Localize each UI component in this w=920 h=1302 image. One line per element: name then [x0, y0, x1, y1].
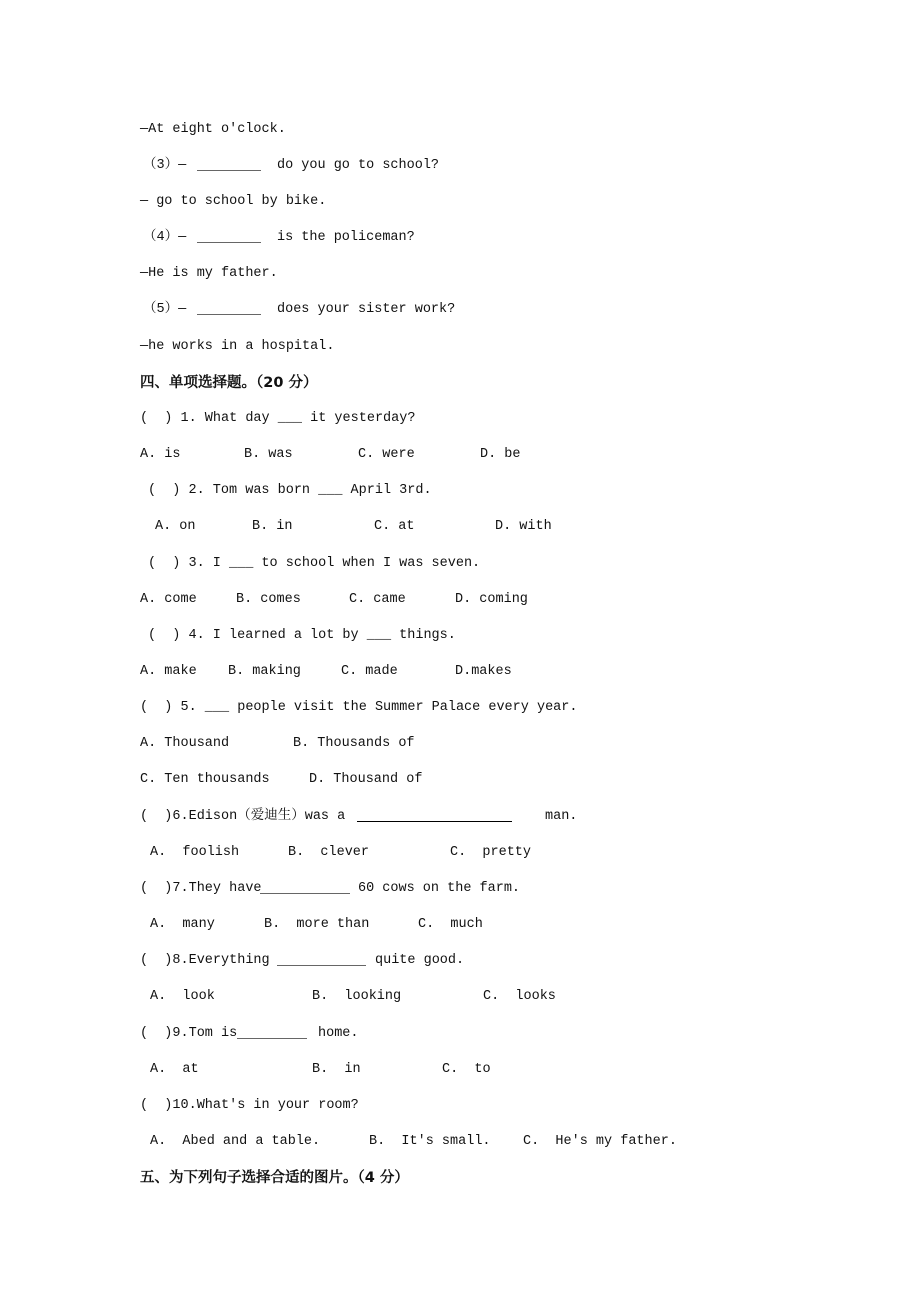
- option: D. with: [495, 519, 552, 534]
- question-text: do you go to school?: [277, 158, 440, 173]
- option: A. many: [150, 917, 215, 932]
- question-number: （4）—: [143, 230, 187, 245]
- question-stem: ( ) 3. I ___ to school when I was seven.: [148, 556, 481, 571]
- question-stem-end: 60 cows on the farm.: [358, 881, 521, 896]
- option: B. It's small.: [369, 1134, 491, 1149]
- answer-blank[interactable]: [197, 156, 261, 171]
- option: A. look: [150, 989, 215, 1004]
- option: A. Thousand: [140, 736, 230, 751]
- option: C. He's my father.: [523, 1134, 677, 1149]
- option: B. making: [228, 664, 301, 679]
- option: B. in: [312, 1062, 361, 1077]
- option: A. Abed and a table.: [150, 1134, 321, 1149]
- dialogue-line: — go to school by bike.: [140, 194, 327, 209]
- option: A. at: [150, 1062, 199, 1077]
- options-row: [0, 590, 920, 610]
- question-stem: ( )6.Edison（爱迪生）was a: [140, 809, 346, 824]
- option: C. came: [349, 592, 406, 607]
- option: C. Ten thousands: [140, 772, 270, 787]
- answer-blank[interactable]: [260, 879, 350, 894]
- question-number: （3）—: [143, 158, 187, 173]
- answer-blank[interactable]: [197, 228, 261, 243]
- dialogue-line: —he works in a hospital.: [140, 339, 335, 354]
- question-number: （5）—: [143, 302, 187, 317]
- options-row: [0, 445, 920, 465]
- option: A. make: [140, 664, 197, 679]
- option: D. Thousand of: [309, 772, 423, 787]
- answer-blank[interactable]: [277, 951, 366, 966]
- options-row: [0, 1060, 920, 1080]
- question-stem-end: quite good.: [375, 953, 465, 968]
- option: A. come: [140, 592, 197, 607]
- question-stem: ( ) 1. What day ___ it yesterday?: [140, 411, 416, 426]
- option: C. to: [442, 1062, 491, 1077]
- option: C. at: [374, 519, 415, 534]
- dialogue-line: —At eight o'clock.: [140, 122, 286, 137]
- dialogue-line: —He is my father.: [140, 266, 278, 281]
- options-row: [0, 770, 920, 790]
- options-row: [0, 662, 920, 682]
- question-text: does your sister work?: [277, 302, 456, 317]
- question-stem: ( )9.Tom is: [140, 1026, 238, 1041]
- options-row: [0, 843, 920, 863]
- options-row: [0, 734, 920, 754]
- option: B. Thousands of: [293, 736, 415, 751]
- section-heading: 五、为下列句子选择合适的图片。（4 分）: [140, 1170, 409, 1186]
- option: D. coming: [455, 592, 528, 607]
- question-stem: ( )7.They have: [140, 881, 262, 896]
- option: B. was: [244, 447, 293, 462]
- option: B. in: [252, 519, 293, 534]
- question-stem: ( ) 2. Tom was born ___ April 3rd.: [148, 483, 432, 498]
- answer-blank[interactable]: [357, 807, 512, 822]
- answer-blank[interactable]: [197, 300, 261, 315]
- question-stem-end: home.: [318, 1026, 359, 1041]
- option: C. were: [358, 447, 415, 462]
- option: B. more than: [264, 917, 370, 932]
- question-text: is the policeman?: [277, 230, 415, 245]
- option: A. on: [155, 519, 196, 534]
- option: D.makes: [455, 664, 512, 679]
- options-row: [0, 915, 920, 935]
- option: C. pretty: [450, 845, 532, 860]
- option: A. foolish: [150, 845, 240, 860]
- question-stem: ( )10.What's in your room?: [140, 1098, 359, 1113]
- question-stem-end: man.: [545, 809, 578, 824]
- option: D. be: [480, 447, 521, 462]
- options-row: [0, 1132, 920, 1152]
- option: A. is: [140, 447, 181, 462]
- option: B. clever: [288, 845, 370, 860]
- question-stem: ( ) 5. ___ people visit the Summer Palace every year.: [140, 700, 578, 715]
- option: C. much: [418, 917, 483, 932]
- options-row: [0, 987, 920, 1007]
- options-row: [0, 517, 920, 537]
- option: C. looks: [483, 989, 556, 1004]
- question-stem: ( ) 4. I learned a lot by ___ things.: [148, 628, 456, 643]
- section-heading: 四、单项选择题。（20 分）: [140, 375, 318, 391]
- option: C. made: [341, 664, 398, 679]
- question-stem: ( )8.Everything: [140, 953, 270, 968]
- option: B. comes: [236, 592, 301, 607]
- answer-blank[interactable]: [237, 1024, 307, 1039]
- option: B. looking: [312, 989, 402, 1004]
